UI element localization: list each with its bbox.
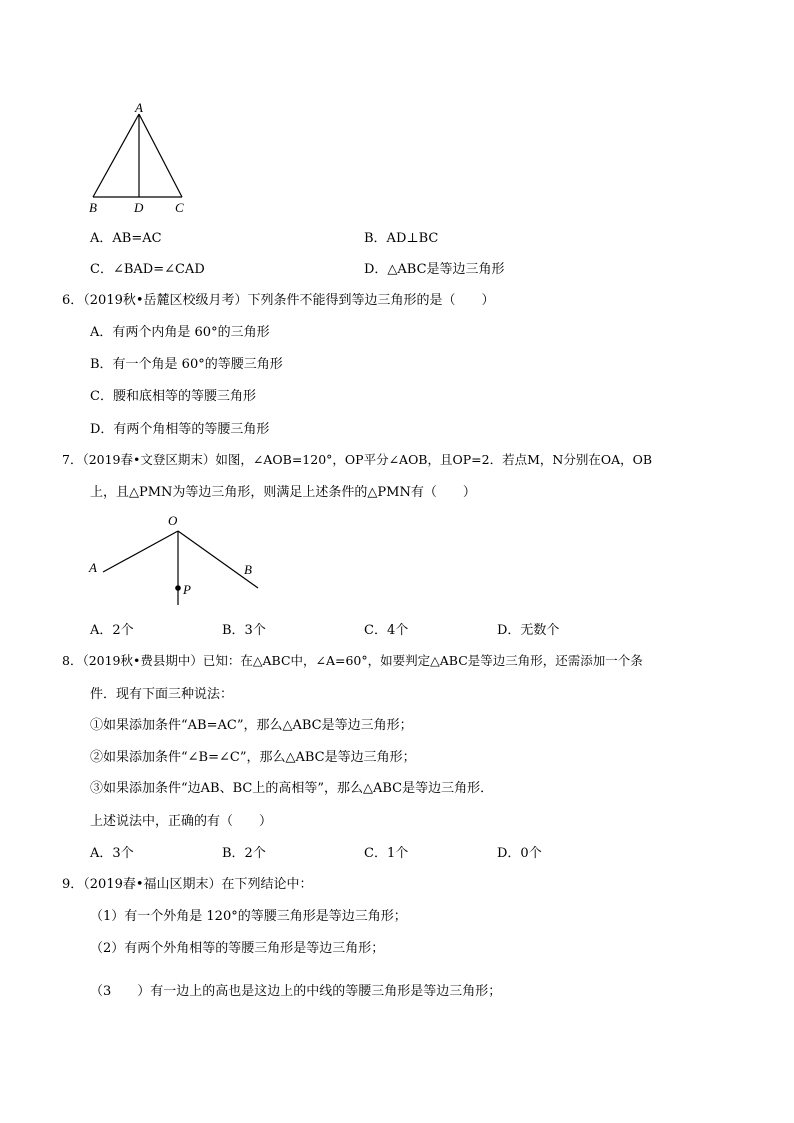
q7-stem-line1: 7．（2019春•文登区期末）如图，∠AOB=120°，OP平分∠AOB，且OP=2．若点M，N分别在OA，OB xyxy=(62,452,653,467)
label-b: B xyxy=(244,562,252,577)
q7-option-c: C．4个 xyxy=(364,623,409,638)
label-a: A xyxy=(89,560,97,575)
q7-option-d: D．无数个 xyxy=(497,623,560,638)
q5-option-c: C．∠BAD=∠CAD xyxy=(90,262,205,277)
ray-oa xyxy=(103,531,178,572)
label-a: A xyxy=(135,100,143,115)
q6-option-c: C．腰和底相等的等腰三角形 xyxy=(90,389,256,404)
q9-stem: 9．（2019春•福山区期末）在下列结论中： xyxy=(62,877,313,892)
q8-stem-line2: 件．现有下面三种说法： xyxy=(90,687,234,702)
q9-conclusion-2: （2）有两个外角相等的等腰三角形是等边三角形； xyxy=(90,941,385,956)
label-d: D xyxy=(134,200,144,215)
triangle-abc-figure xyxy=(80,100,200,218)
label-o: O xyxy=(168,513,178,528)
q9-conclusion-1: （1）有一个外角是 120°的等腰三角形是等边三角形； xyxy=(90,909,407,924)
q6-option-b: B．有一个角是 60°的等腰三角形 xyxy=(90,357,283,372)
label-b: B xyxy=(89,200,97,215)
q8-option-a: A．3个 xyxy=(90,846,134,861)
q8-question: 上述说法中，正确的有（ ） xyxy=(90,814,273,829)
q5-option-d: D．△ABC是等边三角形 xyxy=(364,262,505,277)
q7-option-b: B．3个 xyxy=(222,623,266,638)
q6-option-d: D．有两个角相等的等腰三角形 xyxy=(90,422,270,437)
angle-aob-figure xyxy=(80,510,280,610)
q7-option-a: A．2个 xyxy=(90,623,134,638)
q8-statement-1: ①如果添加条件“AB=AC”，那么△ABC是等边三角形； xyxy=(90,718,413,733)
q8-option-b: B．2个 xyxy=(222,846,266,861)
q8-statement-3: ③如果添加条件“边AB、BC上的高相等”，那么△ABC是等边三角形． xyxy=(90,781,494,796)
q8-stem-line1: 8．（2019秋•费县期中）已知：在△ABC中，∠A=60°，如要判定△ABC是等边三角形，还需添加一个条 xyxy=(62,653,643,668)
ray-ob xyxy=(178,531,258,588)
label-c: C xyxy=(175,200,184,215)
q8-option-c: C．1个 xyxy=(364,846,409,861)
q9-conclusion-3: （3 ）有一边上的高也是这边上的中线的等腰三角形是等边三角形； xyxy=(90,984,502,999)
q7-stem-line2: 上，且△PMN为等边三角形，则满足上述条件的△PMN有（ ） xyxy=(90,485,476,500)
point-p-dot xyxy=(175,585,181,591)
side-ab xyxy=(93,114,139,197)
triangle-lines xyxy=(93,114,182,197)
q6-stem: 6．（2019秋•岳麓区校级月考）下列条件不能得到等边三角形的是（ ） xyxy=(62,293,495,308)
q6-option-a: A．有两个内角是 60°的三角形 xyxy=(90,325,270,340)
side-ac xyxy=(139,114,182,197)
q8-option-d: D．0个 xyxy=(497,846,542,861)
angle-lines xyxy=(103,531,258,605)
q5-option-a: A．AB=AC xyxy=(90,231,162,246)
label-p: P xyxy=(183,582,191,597)
q8-statement-2: ②如果添加条件“∠B=∠C”，那么△ABC是等边三角形； xyxy=(90,750,416,765)
q5-option-b: B．AD⊥BC xyxy=(364,231,439,246)
